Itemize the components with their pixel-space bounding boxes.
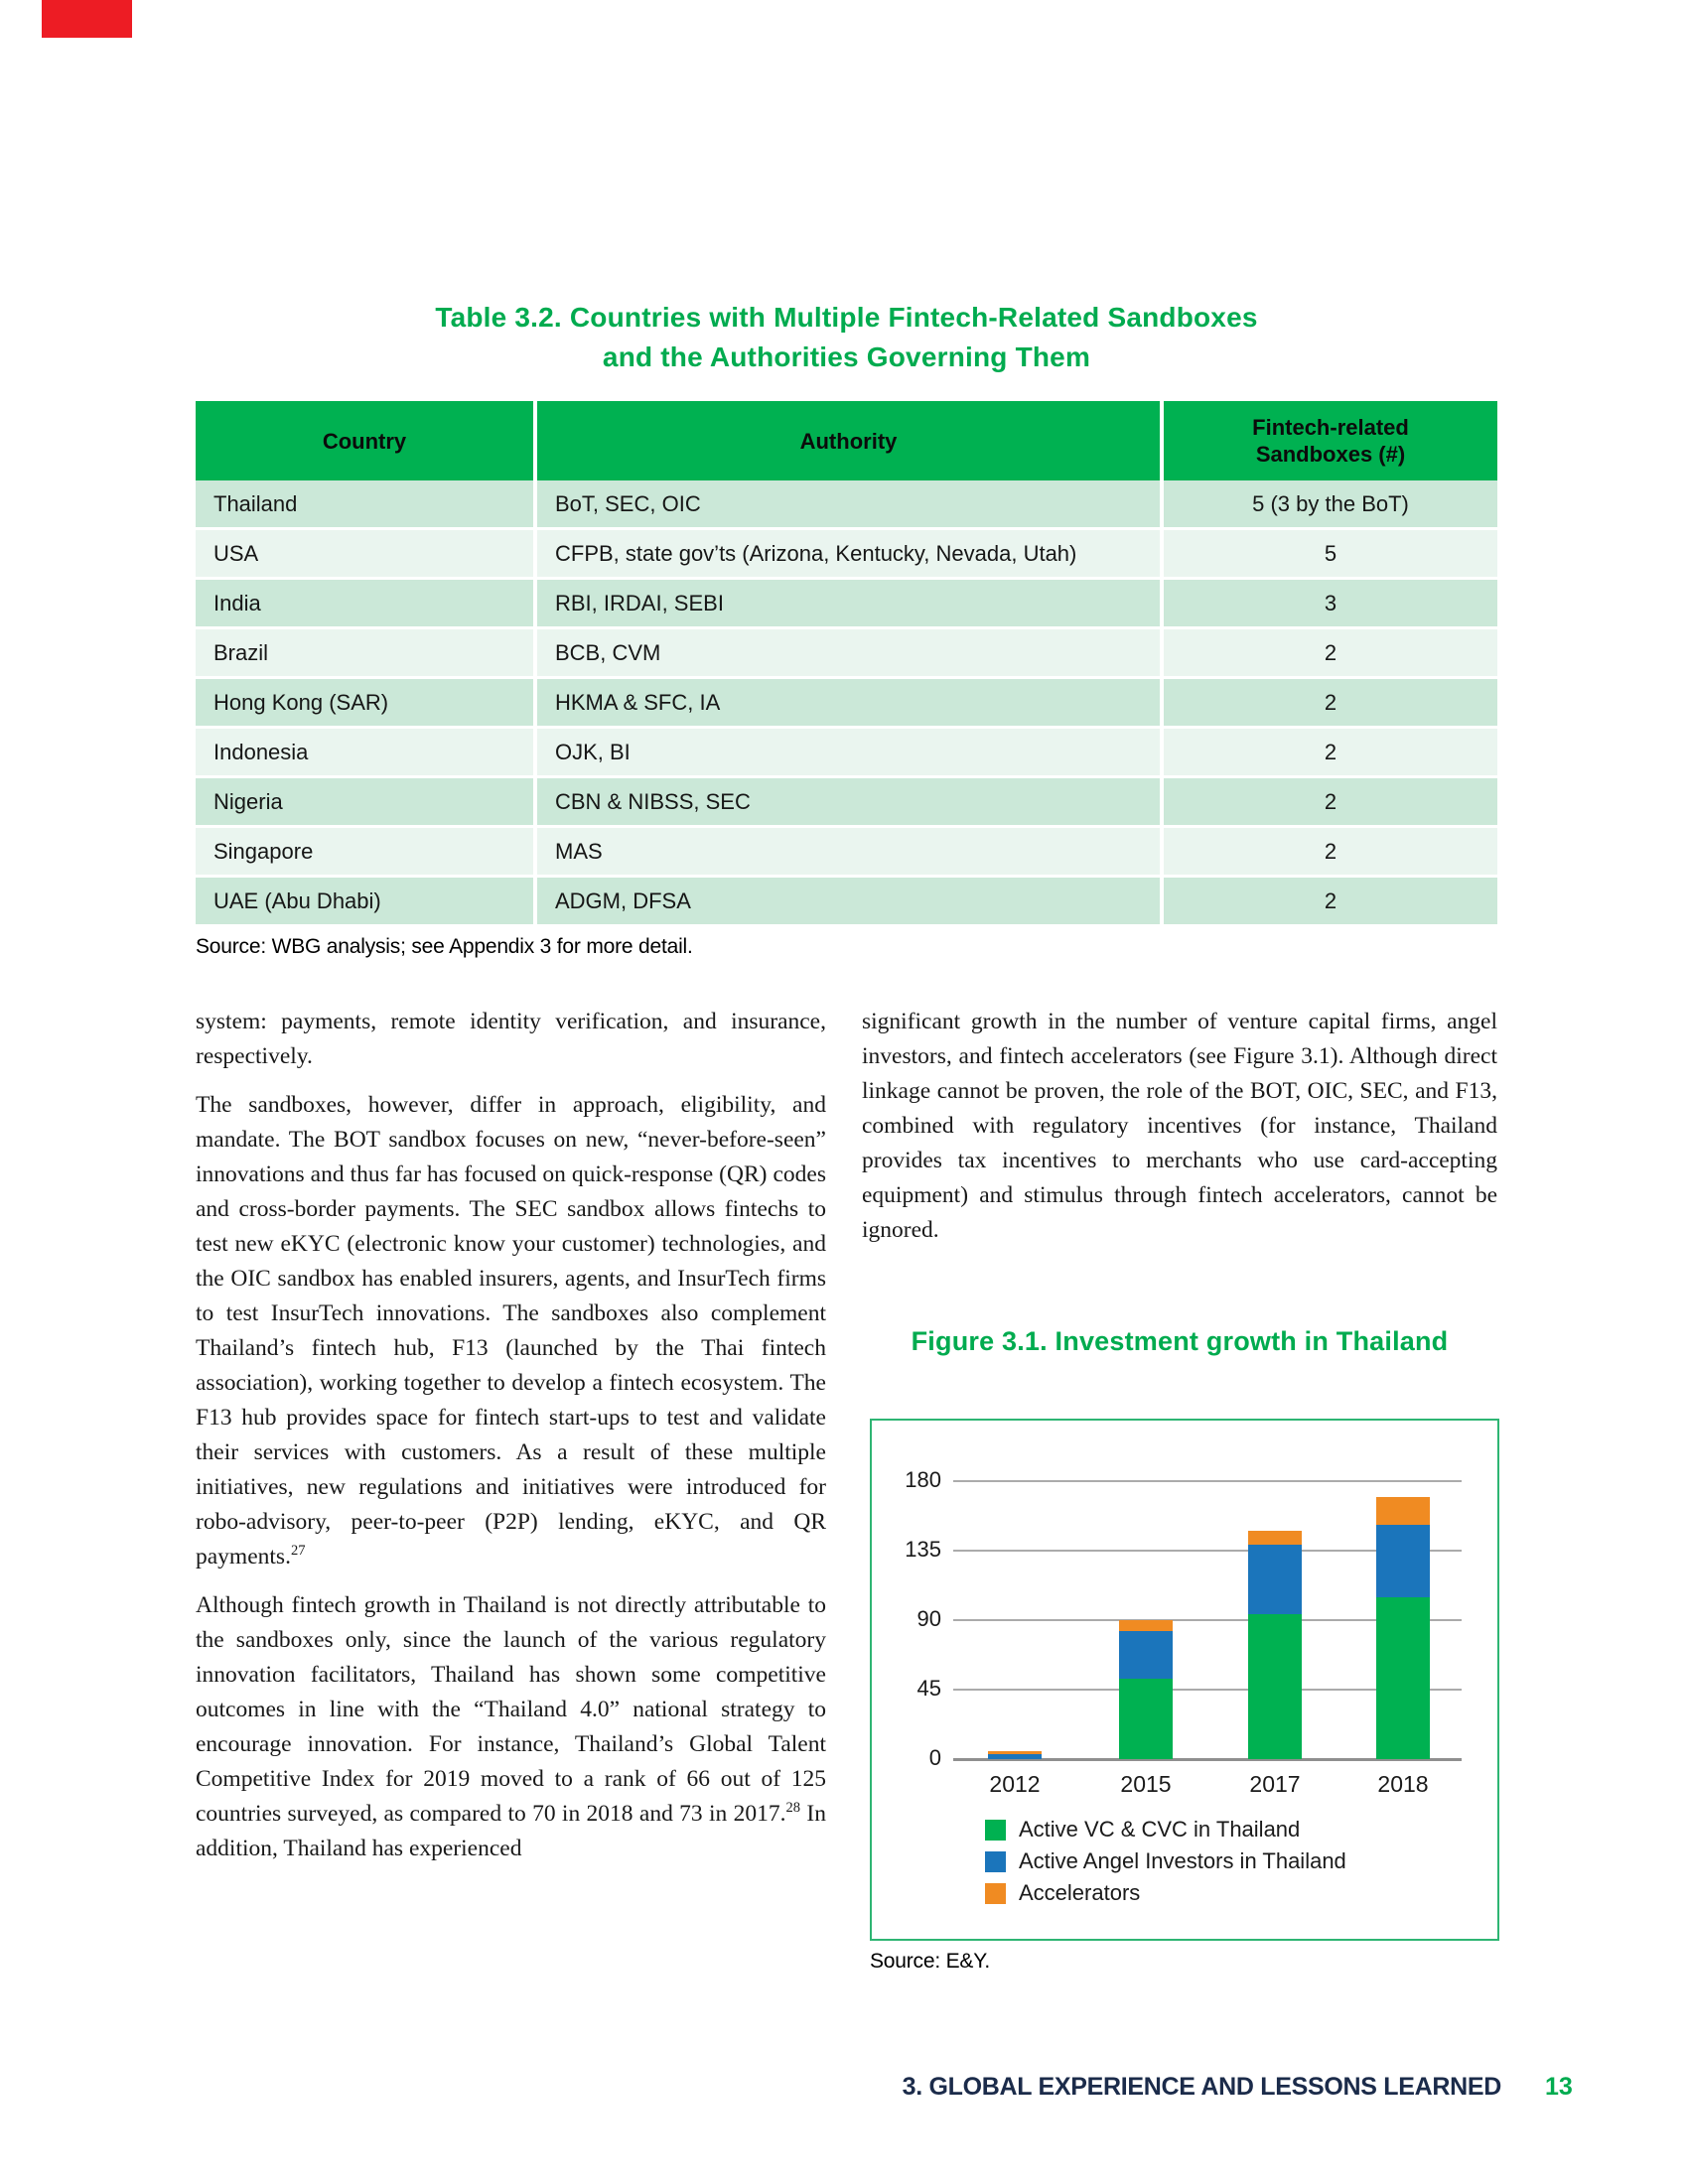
cell-sandbox-count: 2 [1164,729,1497,778]
table-row [196,679,1497,729]
y-axis-tick-label: 0 [928,1745,941,1770]
bar-segment [1248,1531,1302,1545]
cell-authority: ADGM, DFSA [537,878,1164,927]
legend-label: Accelerators [1019,1880,1141,1905]
figure-title: Figure 3.1. Investment growth in Thailand [911,1326,1449,1356]
footnote-reference: 27 [290,1543,306,1560]
cell-authority: HKMA & SFC, IA [537,679,1164,729]
body-paragraph: The sandboxes, however, differ in approach, eligibility, and mandate. The BOT sandbox focuses on new, “never-before-seen” innovations and thus far has focused on quick-response (QR) codes and cross-border payments. The SEC sandbox allows fintechs to test new eKYC (electronic know your customer) technologies, and the OIC sandbox has enabled insurers, agents, and InsurTech firms to test InsurTech innovations. The sandboxes also complement Thailand’s fintech hub, F13 (launched by the Thai fintech association), working together to develop a fintech ecosystem. The F13 hub provides space for fintech start-ups to test and validate their services with customers. As a result of these multiple initiatives, new regulations and initiatives were introduced for robo-advisory, peer-to-peer (P2P) lending, eKYC, and QR payments.$^{27}$ [196,1092,826,1570]
table-row [196,878,1497,927]
legend-item [985,1880,1140,1906]
table-body [196,480,1497,927]
table-row [196,480,1497,530]
body-column-right [862,1005,1497,1262]
table-row [196,729,1497,778]
cell-country: Thailand [196,480,537,530]
table-header-cell: Country [196,401,537,480]
cell-country: Indonesia [196,729,537,778]
table-header-row [196,401,1497,480]
table-title-line2: and the Authorities Governing Them [602,341,1091,372]
table-row [196,580,1497,629]
cell-sandbox-count: 3 [1164,580,1497,629]
gridline [953,1480,1462,1482]
cell-authority: RBI, IRDAI, SEBI [537,580,1164,629]
cell-authority: MAS [537,828,1164,878]
bar-segment [1119,1679,1173,1759]
stacked-bar-2015 [1119,1620,1173,1759]
y-axis-tick-label: 180 [905,1467,941,1492]
cell-authority: OJK, BI [537,729,1164,778]
table-header-cell: Authority [537,401,1164,480]
legend-item [985,1817,1300,1843]
stacked-bar-2017 [1248,1531,1302,1759]
cell-country: Singapore [196,828,537,878]
table-title-line1: Table 3.2. Countries with Multiple Fintech-Related Sandboxes [435,302,1258,333]
bar-segment [1376,1525,1430,1597]
stacked-bar-2018 [1376,1497,1430,1759]
body-column-left [196,1005,826,1880]
bar-segment [1248,1545,1302,1614]
cell-country: Brazil [196,629,537,679]
page-edge-tab [42,0,132,38]
cell-country: USA [196,530,537,580]
y-axis-tick-label: 45 [916,1676,941,1701]
body-paragraph: system: payments, remote identity verification, and insurance, respectively. [196,1009,826,1069]
table-source-note: Source: WBG analysis; see Appendix 3 for more detail. [196,935,693,958]
figure-source-note: Source: E&Y. [870,1950,990,1973]
bar-segment [1119,1620,1173,1631]
table-header-cell: Fintech-related Sandboxes (#) [1164,401,1497,480]
legend-label: Active VC & CVC in Thailand [1019,1817,1301,1842]
cell-authority: CBN & NIBSS, SEC [537,778,1164,828]
cell-authority: BCB, CVM [537,629,1164,679]
cell-sandbox-count: 2 [1164,778,1497,828]
cell-sandbox-count: 5 [1164,530,1497,580]
footer-page-number: 13 [1545,2073,1573,2101]
table-row [196,778,1497,828]
cell-sandbox-count: 2 [1164,828,1497,878]
body-paragraph: significant growth in the number of venture capital firms, angel investors, and fintech accelerators (see Figure 3.1). Although direct linkage cannot be proven, the role of the BOT, OIC, SEC, and F13, combined with regulatory incentives (for instance, Thailand provides tax incentives to merchants who use card-accepting equipment) and stimulus through fintech accelerators, cannot be ignored. [862,1009,1497,1243]
cell-sandbox-count: 2 [1164,679,1497,729]
bar-segment [1376,1497,1430,1525]
y-axis-tick-label: 90 [916,1606,941,1631]
cell-sandbox-count: 5 (3 by the BoT) [1164,480,1497,530]
x-axis-tick-label: 2017 [1249,1771,1301,1797]
stacked-bar-2012 [988,1751,1042,1759]
body-paragraph: Although fintech growth in Thailand is not directly attributable to the sandboxes only, since the launch of the various regulatory innovation facilitators, Thailand has shown some competitive outcomes in line with the “Thailand 4.0” national strategy to encourage innovation. For instance, Thailand’s Global Talent Competitive Index for 2019 moved to a rank of 66 out of 125 countries surveyed, as compared to 70 in 2018 and 73 in 2017.28 In addition, Thailand has experienced [196,1592,826,1861]
legend-item [985,1848,1346,1874]
cell-sandbox-count: 2 [1164,629,1497,679]
legend-swatch [985,1883,1006,1904]
bar-segment [1119,1631,1173,1679]
bar-segment [1248,1614,1302,1759]
y-axis-tick-label: 135 [905,1537,941,1562]
cell-country: India [196,580,537,629]
table-row [196,530,1497,580]
table-title [196,298,1497,377]
cell-authority: BoT, SEC, OIC [537,480,1164,530]
x-axis-tick-label: 2018 [1377,1771,1429,1797]
bar-segment [988,1754,1042,1759]
sandbox-table [196,401,1497,927]
x-axis-tick-label: 2012 [989,1771,1041,1797]
cell-authority: CFPB, state gov’ts (Arizona, Kentucky, Nevada, Utah) [537,530,1164,580]
legend-swatch [985,1820,1006,1841]
footer-section-title: 3. GLOBAL EXPERIENCE AND LESSONS LEARNED [902,2073,1501,2101]
table-row [196,629,1497,679]
cell-country: UAE (Abu Dhabi) [196,878,537,927]
legend-swatch [985,1851,1006,1872]
cell-sandbox-count: 2 [1164,878,1497,927]
footnote-reference: 28 [785,1800,801,1817]
table-row [196,828,1497,878]
bar-segment [1376,1597,1430,1759]
figure-chart-box [870,1419,1499,1941]
x-axis-tick-label: 2015 [1120,1771,1172,1797]
legend-label: Active Angel Investors in Thailand [1019,1848,1346,1873]
cell-country: Nigeria [196,778,537,828]
cell-country: Hong Kong (SAR) [196,679,537,729]
